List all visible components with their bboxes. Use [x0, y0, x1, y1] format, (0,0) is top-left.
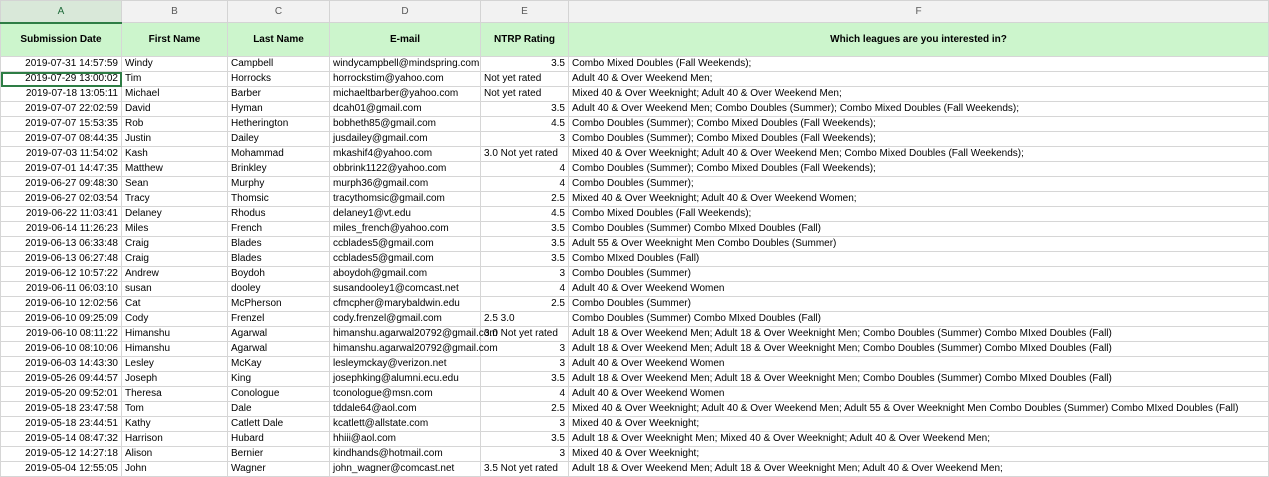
- table-cell[interactable]: Adult 40 & Over Weekend Women: [569, 387, 1269, 402]
- table-cell[interactable]: Thomsic: [228, 192, 330, 207]
- column-header-row: [1, 1, 1269, 23]
- table-cell[interactable]: Mohammad: [228, 147, 330, 162]
- table-cell[interactable]: Adult 55 & Over Weeknight Men Combo Doubles (Summer): [569, 237, 1269, 252]
- table-cell[interactable]: 2019-06-10 08:10:06: [1, 342, 122, 357]
- table-cell[interactable]: 2019-06-03 14:43:30: [1, 357, 122, 372]
- table-cell[interactable]: Hyman: [228, 102, 330, 117]
- table-cell[interactable]: dcah01@gmail.com: [330, 102, 481, 117]
- table-cell[interactable]: Campbell: [228, 57, 330, 72]
- table-cell[interactable]: Combo Doubles (Summer): [569, 297, 1269, 312]
- table-cell[interactable]: Cat: [122, 297, 228, 312]
- table-cell[interactable]: 2019-05-14 08:47:32: [1, 432, 122, 447]
- table-cell[interactable]: murph36@gmail.com: [330, 177, 481, 192]
- table-cell[interactable]: Adult 40 & Over Weekend Men;: [569, 72, 1269, 87]
- table-cell[interactable]: Rob: [122, 117, 228, 132]
- table-cell[interactable]: Andrew: [122, 267, 228, 282]
- table-cell[interactable]: 4.5: [481, 117, 569, 132]
- table-row: [1, 372, 1269, 387]
- table-cell[interactable]: Combo Mixed Doubles (Fall Weekends);: [569, 57, 1269, 72]
- table-cell[interactable]: jusdailey@gmail.com: [330, 132, 481, 147]
- table-cell[interactable]: 4.5: [481, 207, 569, 222]
- table-cell[interactable]: john_wagner@comcast.net: [330, 462, 481, 477]
- column-header-c[interactable]: C: [228, 1, 330, 23]
- table-cell[interactable]: 2019-06-13 06:27:48: [1, 252, 122, 267]
- table-cell[interactable]: aboydoh@gmail.com: [330, 267, 481, 282]
- table-cell[interactable]: Combo Doubles (Summer) Combo MIxed Doubles (Fall): [569, 222, 1269, 237]
- table-cell[interactable]: 2019-05-04 12:55:05: [1, 462, 122, 477]
- table-cell[interactable]: bobheth85@gmail.com: [330, 117, 481, 132]
- table-cell[interactable]: 2019-06-10 08:11:22: [1, 327, 122, 342]
- table-cell[interactable]: 2019-06-12 10:57:22: [1, 267, 122, 282]
- table-row: [1, 447, 1269, 462]
- table-cell[interactable]: 3: [481, 342, 569, 357]
- table-cell[interactable]: 2019-06-14 11:26:23: [1, 222, 122, 237]
- table-row: [1, 177, 1269, 192]
- table-cell[interactable]: lesleymckay@verizon.net: [330, 357, 481, 372]
- table-row: [1, 222, 1269, 237]
- table-cell[interactable]: Horrocks: [228, 72, 330, 87]
- table-row: [1, 357, 1269, 372]
- table-cell[interactable]: Combo Doubles (Summer);: [569, 177, 1269, 192]
- table-row: [1, 327, 1269, 342]
- table-cell[interactable]: Combo Doubles (Summer): [569, 267, 1269, 282]
- table-cell[interactable]: Joseph: [122, 372, 228, 387]
- header-cell[interactable]: E-mail: [330, 23, 481, 57]
- table-cell[interactable]: 2019-06-10 09:25:09: [1, 312, 122, 327]
- column-header-f[interactable]: F: [569, 1, 1269, 23]
- table-cell[interactable]: Combo Doubles (Summer) Combo MIxed Doubles (Fall): [569, 312, 1269, 327]
- table-row: [1, 297, 1269, 312]
- table-cell[interactable]: 3: [481, 447, 569, 462]
- table-cell[interactable]: 2019-07-07 22:02:59: [1, 102, 122, 117]
- column-header-a[interactable]: A: [1, 1, 122, 23]
- table-row: [1, 252, 1269, 267]
- table-cell[interactable]: 2019-05-18 23:47:58: [1, 402, 122, 417]
- table-cell[interactable]: Agarwal: [228, 342, 330, 357]
- table-cell[interactable]: hhiii@aol.com: [330, 432, 481, 447]
- table-cell[interactable]: John: [122, 462, 228, 477]
- table-cell[interactable]: 2019-07-01 14:47:35: [1, 162, 122, 177]
- table-cell[interactable]: Catlett Dale: [228, 417, 330, 432]
- table-cell[interactable]: Bernier: [228, 447, 330, 462]
- table-cell[interactable]: Murphy: [228, 177, 330, 192]
- table-cell[interactable]: 3: [481, 357, 569, 372]
- table-cell[interactable]: 2019-06-11 06:03:10: [1, 282, 122, 297]
- table-cell[interactable]: Himanshu: [122, 327, 228, 342]
- table-cell[interactable]: Kash: [122, 147, 228, 162]
- table-cell[interactable]: Delaney: [122, 207, 228, 222]
- table-cell[interactable]: Combo Doubles (Summer); Combo Mixed Doubles (Fall Weekends);: [569, 132, 1269, 147]
- column-header-b[interactable]: B: [122, 1, 228, 23]
- table-cell[interactable]: 4: [481, 177, 569, 192]
- table-cell[interactable]: King: [228, 372, 330, 387]
- table-cell[interactable]: Adult 40 & Over Weekend Men; Combo Doubles (Summer); Combo Mixed Doubles (Fall Weekends);: [569, 102, 1269, 117]
- header-cell[interactable]: First Name: [122, 23, 228, 57]
- table-cell[interactable]: 3.5: [481, 237, 569, 252]
- table-cell[interactable]: Mixed 40 & Over Weeknight; Adult 40 & Over Weekend Men; Combo Mixed Doubles (Fall Weekends);: [569, 147, 1269, 162]
- table-cell[interactable]: kindhands@hotmail.com: [330, 447, 481, 462]
- table-cell[interactable]: Adult 18 & Over Weekend Men; Adult 18 & Over Weeknight Men; Adult 40 & Over Weekend Men;: [569, 462, 1269, 477]
- header-cell[interactable]: Last Name: [228, 23, 330, 57]
- table-cell[interactable]: miles_french@yahoo.com: [330, 222, 481, 237]
- table-row: [1, 282, 1269, 297]
- table-row: [1, 237, 1269, 252]
- table-cell[interactable]: Miles: [122, 222, 228, 237]
- table-cell[interactable]: Adult 18 & Over Weekend Men; Adult 18 & Over Weeknight Men; Combo Doubles (Summer) Combo MIxed Doubles (Fall): [569, 327, 1269, 342]
- table-row: [1, 72, 1269, 87]
- table-row: [1, 87, 1269, 102]
- table-cell[interactable]: Agarwal: [228, 327, 330, 342]
- table-cell[interactable]: himanshu.agarwal20792@gmail.com: [330, 342, 481, 357]
- table-cell[interactable]: Tom: [122, 402, 228, 417]
- table-cell[interactable]: 3: [481, 132, 569, 147]
- table-cell[interactable]: Adult 18 & Over Weekend Men; Adult 18 & Over Weeknight Men; Combo Doubles (Summer) Combo MIxed Doubles (Fall): [569, 372, 1269, 387]
- table-cell[interactable]: 3: [481, 417, 569, 432]
- table-row: [1, 417, 1269, 432]
- table-cell[interactable]: obbrink1122@yahoo.com: [330, 162, 481, 177]
- table-cell[interactable]: Michael: [122, 87, 228, 102]
- table-cell[interactable]: 2019-06-22 11:03:41: [1, 207, 122, 222]
- table-cell[interactable]: Frenzel: [228, 312, 330, 327]
- header-cell[interactable]: Submission Date: [1, 23, 122, 57]
- table-row: [1, 312, 1269, 327]
- table-cell[interactable]: Tim: [122, 72, 228, 87]
- table-cell[interactable]: 3.5: [481, 432, 569, 447]
- table-cell[interactable]: 2019-05-12 14:27:18: [1, 447, 122, 462]
- table-cell[interactable]: David: [122, 102, 228, 117]
- table-row: [1, 462, 1269, 477]
- table-cell[interactable]: Combo MIxed Doubles (Fall): [569, 252, 1269, 267]
- table-cell[interactable]: Cody: [122, 312, 228, 327]
- table-cell[interactable]: 2.5: [481, 192, 569, 207]
- table-cell[interactable]: Brinkley: [228, 162, 330, 177]
- table-cell[interactable]: Tracy: [122, 192, 228, 207]
- column-header-e[interactable]: E: [481, 1, 569, 23]
- table-cell[interactable]: ccblades5@gmail.com: [330, 252, 481, 267]
- table-cell[interactable]: josephking@alumni.ecu.edu: [330, 372, 481, 387]
- table-cell[interactable]: susan: [122, 282, 228, 297]
- table-cell[interactable]: 2019-07-31 14:57:59: [1, 57, 122, 72]
- table-cell[interactable]: Justin: [122, 132, 228, 147]
- table-cell[interactable]: Barber: [228, 87, 330, 102]
- table-cell[interactable]: tracythomsic@gmail.com: [330, 192, 481, 207]
- table-cell[interactable]: Dale: [228, 402, 330, 417]
- table-cell[interactable]: cody.frenzel@gmail.com: [330, 312, 481, 327]
- table-cell[interactable]: French: [228, 222, 330, 237]
- table-cell[interactable]: dooley: [228, 282, 330, 297]
- table-cell[interactable]: kcatlett@allstate.com: [330, 417, 481, 432]
- table-row: [1, 162, 1269, 177]
- table-cell[interactable]: Lesley: [122, 357, 228, 372]
- table-cell[interactable]: Mixed 40 & Over Weeknight; Adult 40 & Over Weekend Women;: [569, 192, 1269, 207]
- table-row: [1, 132, 1269, 147]
- table-cell[interactable]: Not yet rated: [481, 72, 569, 87]
- table-cell[interactable]: michaeltbarber@yahoo.com: [330, 87, 481, 102]
- table-cell[interactable]: Himanshu: [122, 342, 228, 357]
- table-cell[interactable]: Alison: [122, 447, 228, 462]
- table-cell[interactable]: delaney1@vt.edu: [330, 207, 481, 222]
- table-cell[interactable]: Sean: [122, 177, 228, 192]
- table-row: [1, 267, 1269, 282]
- table-cell[interactable]: Craig: [122, 237, 228, 252]
- table-cell[interactable]: Blades: [228, 252, 330, 267]
- table-cell[interactable]: himanshu.agarwal20792@gmail.com: [330, 327, 481, 342]
- table-cell[interactable]: McKay: [228, 357, 330, 372]
- table-row: [1, 342, 1269, 357]
- table-cell[interactable]: 2019-07-07 08:44:35: [1, 132, 122, 147]
- table-cell[interactable]: Wagner: [228, 462, 330, 477]
- header-cell[interactable]: NTRP Rating: [481, 23, 569, 57]
- table-cell[interactable]: Windy: [122, 57, 228, 72]
- table-cell[interactable]: 4: [481, 282, 569, 297]
- table-row: [1, 402, 1269, 417]
- table-cell[interactable]: 2019-06-10 12:02:56: [1, 297, 122, 312]
- table-cell[interactable]: 2019-07-18 13:05:11: [1, 87, 122, 102]
- table-cell[interactable]: Combo Mixed Doubles (Fall Weekends);: [569, 207, 1269, 222]
- table-cell[interactable]: 3.5: [481, 222, 569, 237]
- table-cell[interactable]: Hubard: [228, 432, 330, 447]
- table-cell[interactable]: tconologue@msn.com: [330, 387, 481, 402]
- table-cell[interactable]: Theresa: [122, 387, 228, 402]
- table-row: [1, 57, 1269, 72]
- table-row: [1, 117, 1269, 132]
- header-row: [1, 23, 1269, 57]
- table-cell[interactable]: 3.5: [481, 102, 569, 117]
- table-cell[interactable]: 2.5: [481, 297, 569, 312]
- table-cell[interactable]: 2019-07-29 13:00:02: [1, 72, 122, 87]
- table-cell[interactable]: McPherson: [228, 297, 330, 312]
- table-cell[interactable]: 3.0 Not yet rated: [481, 147, 569, 162]
- table-cell[interactable]: Matthew: [122, 162, 228, 177]
- table-cell[interactable]: Mixed 40 & Over Weeknight; Adult 40 & Over Weekend Men;: [569, 87, 1269, 102]
- table-cell[interactable]: 4: [481, 387, 569, 402]
- table-cell[interactable]: Adult 40 & Over Weekend Women: [569, 282, 1269, 297]
- table-cell[interactable]: Adult 18 & Over Weeknight Men; Mixed 40 & Over Weeknight; Adult 40 & Over Weekend Men;: [569, 432, 1269, 447]
- table-cell[interactable]: ccblades5@gmail.com: [330, 237, 481, 252]
- table-cell[interactable]: 2.5 3.0: [481, 312, 569, 327]
- table-cell[interactable]: Conologue: [228, 387, 330, 402]
- column-header-d[interactable]: D: [330, 1, 481, 23]
- table-row: [1, 207, 1269, 222]
- table-cell[interactable]: 3.5: [481, 57, 569, 72]
- table-cell[interactable]: 3.5 Not yet rated: [481, 462, 569, 477]
- table-cell[interactable]: Boydoh: [228, 267, 330, 282]
- table-cell[interactable]: Mixed 40 & Over Weeknight;: [569, 417, 1269, 432]
- table-cell[interactable]: tddale64@aol.com: [330, 402, 481, 417]
- table-cell[interactable]: 3: [481, 267, 569, 282]
- table-row: [1, 147, 1269, 162]
- table-cell[interactable]: 2019-07-03 11:54:02: [1, 147, 122, 162]
- table-cell[interactable]: susandooley1@comcast.net: [330, 282, 481, 297]
- table-cell[interactable]: Combo Doubles (Summer); Combo Mixed Doubles (Fall Weekends);: [569, 117, 1269, 132]
- table-cell[interactable]: Dailey: [228, 132, 330, 147]
- table-cell[interactable]: Blades: [228, 237, 330, 252]
- table-row: [1, 387, 1269, 402]
- header-cell[interactable]: Which leagues are you interested in?: [569, 23, 1269, 57]
- table-cell[interactable]: 2019-05-20 09:52:01: [1, 387, 122, 402]
- table-cell[interactable]: Craig: [122, 252, 228, 267]
- table-cell[interactable]: 3.5: [481, 252, 569, 267]
- table-cell[interactable]: 2019-07-07 15:53:35: [1, 117, 122, 132]
- table-cell[interactable]: Not yet rated: [481, 87, 569, 102]
- table-cell[interactable]: 2019-05-26 09:44:57: [1, 372, 122, 387]
- table-cell[interactable]: 2019-05-18 23:44:51: [1, 417, 122, 432]
- table-cell[interactable]: 3.0 Not yet rated: [481, 327, 569, 342]
- table-cell[interactable]: 2019-06-27 09:48:30: [1, 177, 122, 192]
- table-cell[interactable]: windycampbell@mindspring.com: [330, 57, 481, 72]
- table-cell[interactable]: Hetherington: [228, 117, 330, 132]
- table-cell[interactable]: Rhodus: [228, 207, 330, 222]
- table-row: [1, 432, 1269, 447]
- table-cell[interactable]: cfmcpher@marybaldwin.edu: [330, 297, 481, 312]
- table-cell[interactable]: horrockstim@yahoo.com: [330, 72, 481, 87]
- table-cell[interactable]: 4: [481, 162, 569, 177]
- table-row: [1, 192, 1269, 207]
- table-cell[interactable]: Adult 40 & Over Weekend Women: [569, 357, 1269, 372]
- table-cell[interactable]: 2.5: [481, 402, 569, 417]
- table-cell[interactable]: Mixed 40 & Over Weeknight; Adult 40 & Over Weekend Men; Adult 55 & Over Weeknight Men Combo Doubles (Summer) Combo MIxed Doubles (Fall): [569, 402, 1269, 417]
- table-cell[interactable]: Combo Doubles (Summer); Combo Mixed Doubles (Fall Weekends);: [569, 162, 1269, 177]
- table-cell[interactable]: mkashif4@yahoo.com: [330, 147, 481, 162]
- table-cell[interactable]: Harrison: [122, 432, 228, 447]
- table-cell[interactable]: Adult 18 & Over Weekend Men; Adult 18 & Over Weeknight Men; Combo Doubles (Summer) Combo MIxed Doubles (Fall): [569, 342, 1269, 357]
- table-cell[interactable]: 3.5: [481, 372, 569, 387]
- table-row: [1, 102, 1269, 117]
- table-cell[interactable]: 2019-06-13 06:33:48: [1, 237, 122, 252]
- table-cell[interactable]: Kathy: [122, 417, 228, 432]
- table-cell[interactable]: 2019-06-27 02:03:54: [1, 192, 122, 207]
- table-cell[interactable]: Mixed 40 & Over Weeknight;: [569, 447, 1269, 462]
